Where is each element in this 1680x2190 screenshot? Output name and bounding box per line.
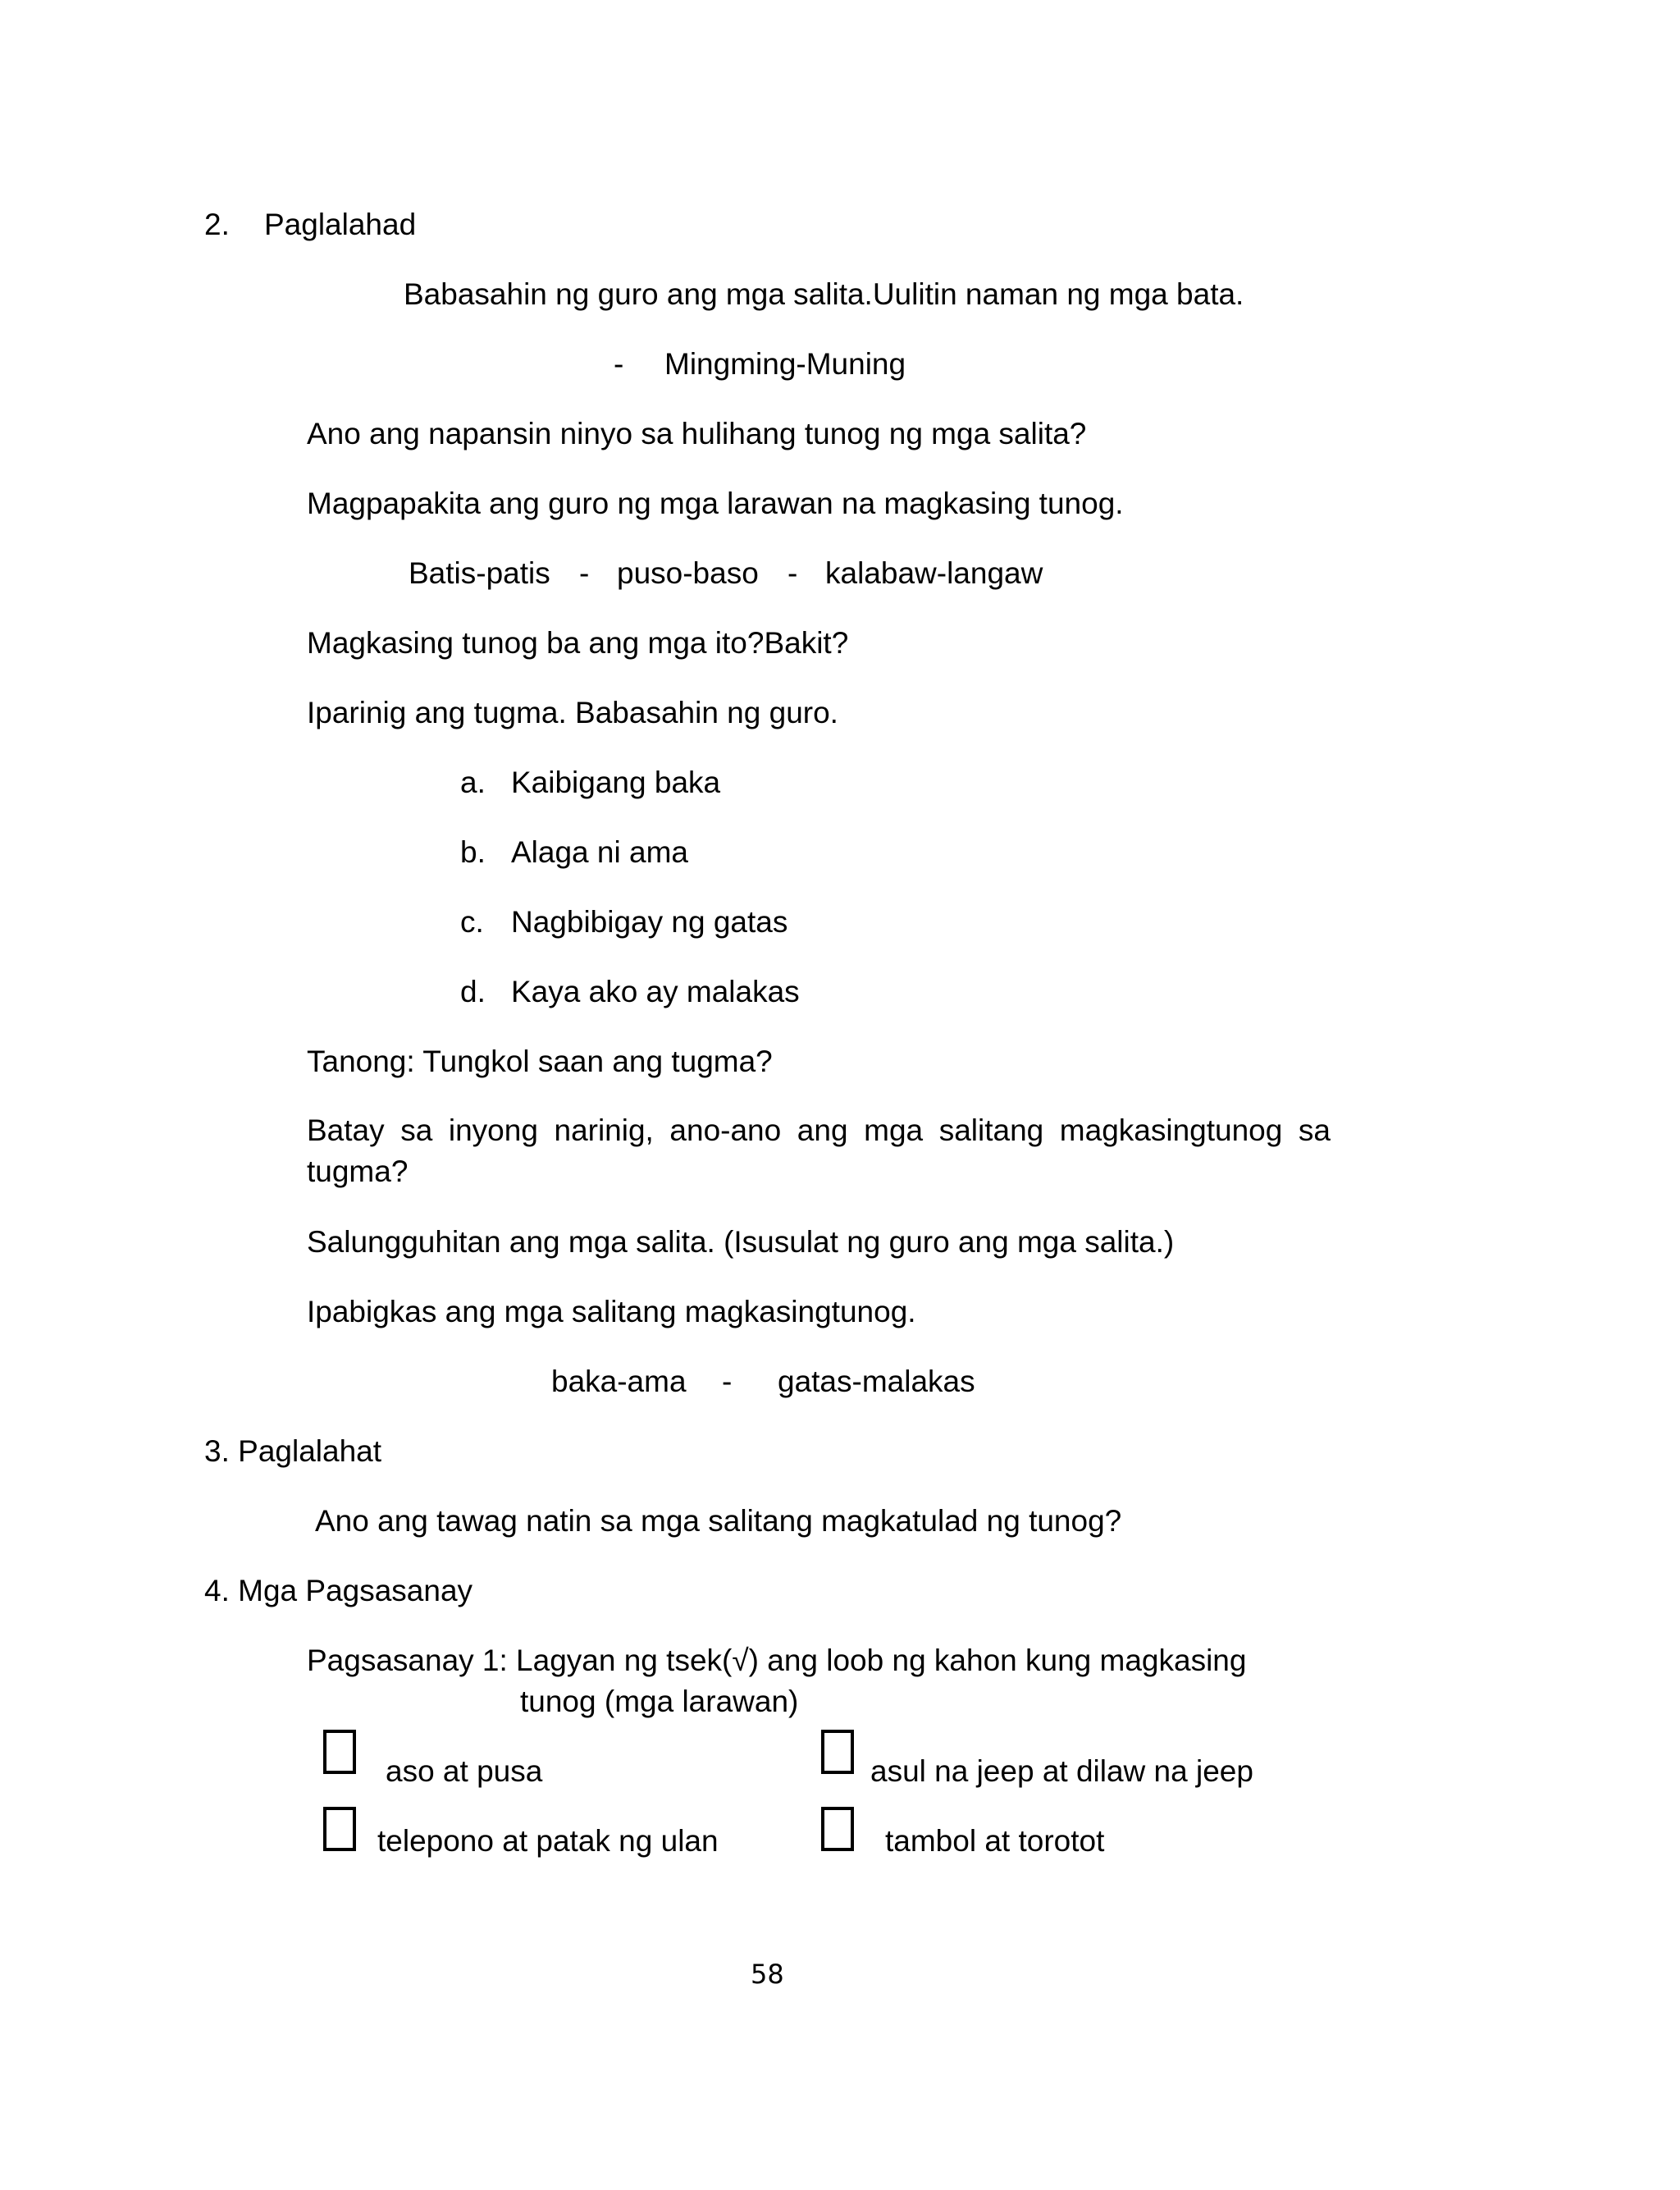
intro-text: Babasahin ng guro ang mga salita.Uulitin naman ng mga bata.: [404, 277, 1244, 311]
question-text: Ano ang tawag natin sa mga salitang magkatulad ng tunog?: [315, 1504, 1122, 1538]
pair-separator: -: [788, 556, 798, 590]
section-title: 3. Paglalahat: [204, 1434, 382, 1468]
option-label: asul na jeep at dilaw na jeep: [870, 1754, 1253, 1788]
option-label: tambol at torotot: [885, 1824, 1105, 1858]
question-text: Magkasing tunog ba ang mga ito?Bakit?: [307, 626, 849, 660]
list-item: Alaga ni ama: [511, 835, 688, 869]
section-number: 2.: [204, 208, 230, 241]
option-checkbox[interactable]: [323, 1730, 356, 1774]
option-label: aso at pusa: [386, 1754, 543, 1788]
instruction-text: Salungguhitan ang mga salita. (Isusulat ng guro ang mga salita.): [307, 1225, 1175, 1259]
question-text: Ano ang napansin ninyo sa hulihang tunog ng mga salita?: [307, 417, 1087, 450]
page-number: 58: [751, 1959, 784, 1990]
picture-pair: Batis-patis: [409, 556, 550, 590]
list-letter: c.: [460, 905, 484, 939]
word-dash: -: [614, 347, 624, 381]
option-checkbox[interactable]: [821, 1807, 854, 1851]
rhyme-pair: gatas-malakas: [778, 1365, 975, 1398]
instruction-text: Ipabigkas ang mga salitang magkasingtunog.: [307, 1295, 916, 1328]
exercise-instruction: Pagsasanay 1: Lagyan ng tsek(√) ang loob ng kahon kung magkasing: [307, 1644, 1247, 1677]
option-checkbox[interactable]: [323, 1807, 356, 1851]
pair-separator: -: [722, 1365, 733, 1398]
list-letter: d.: [460, 975, 486, 1008]
instruction-text: Iparinig ang tugma. Babasahin ng guro.: [307, 696, 838, 729]
picture-pair: kalabaw-langaw: [825, 556, 1043, 590]
word-pair: Mingming-Muning: [664, 347, 906, 381]
option-checkbox[interactable]: [821, 1730, 854, 1774]
option-label: telepono at patak ng ulan: [377, 1824, 719, 1858]
section-title: 4. Mga Pagsasanay: [204, 1574, 473, 1607]
picture-pair: puso-baso: [617, 556, 759, 590]
list-item: Kaya ako ay malakas: [511, 975, 800, 1008]
list-letter: a.: [460, 766, 486, 799]
question-text: Batay sa inyong narinig, ano-ano ang mga salitang magkasingtunog sa tugma?: [307, 1113, 1331, 1188]
list-item: Nagbibigay ng gatas: [511, 905, 788, 939]
list-letter: b.: [460, 835, 486, 869]
pair-separator: -: [579, 556, 590, 590]
list-item: Kaibigang baka: [511, 766, 721, 799]
rhyme-pair: baka-ama: [551, 1365, 687, 1398]
exercise-instruction: tunog (mga larawan): [520, 1685, 799, 1718]
question-text: Tanong: Tungkol saan ang tugma?: [307, 1045, 773, 1078]
instruction-text: Magpapakita ang guro ng mga larawan na magkasing tunog.: [307, 487, 1124, 520]
section-title: Paglalahad: [264, 208, 417, 241]
